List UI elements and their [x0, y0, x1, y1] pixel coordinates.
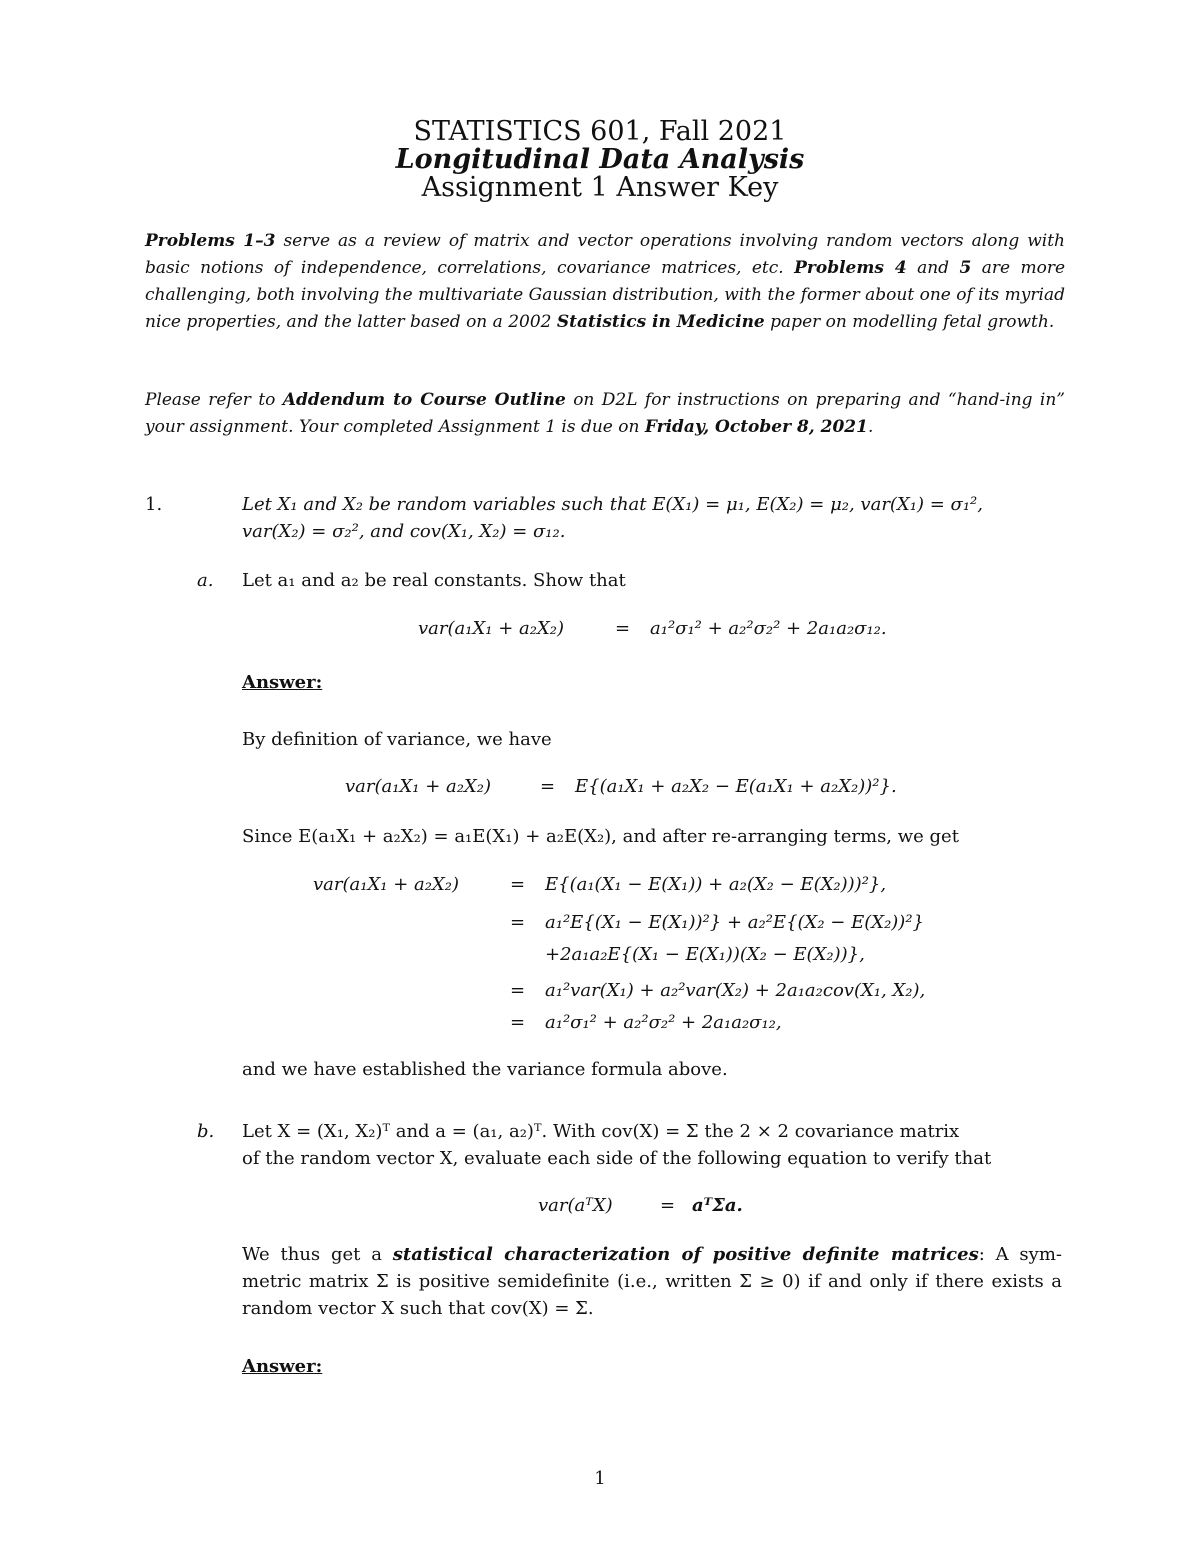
part-b-label: b.: [197, 1121, 215, 1142]
intro-problems-1-3: Problems 1–3: [145, 231, 276, 251]
intro-paragraph-1: [145, 228, 1065, 336]
derivation-rel-1: =: [510, 874, 526, 895]
intro-problems-4: Problems 4: [794, 258, 907, 278]
answer-label: Answer:: [242, 1356, 323, 1377]
part-a-equation-rhs: a₁²σ₁² + a₂²σ₂² + 2a₁a₂σ₁₂.: [650, 618, 887, 639]
derivation-step-2: a₁²E{(X₁ − E(X₁))²} + a₂²E{(X₂ − E(X₂))²}: [545, 912, 925, 933]
part-b-equation-rhs: aᵀΣa.: [692, 1195, 743, 1216]
intro-text: on D2L for instructions on preparing and “hand-ing in” your assignment. Your completed Assignment 1 is due on: [145, 390, 1065, 437]
intro-problem-5: 5: [959, 258, 972, 278]
part-a-equation-rel: =: [615, 618, 631, 639]
definition-rel: =: [540, 776, 556, 797]
page-number: 1: [594, 1468, 606, 1489]
assignment-title: Assignment 1 Answer Key: [421, 172, 779, 203]
part-a-label: a.: [197, 570, 214, 591]
problem-number: 1.: [145, 494, 163, 515]
intro-paragraph-2: [145, 387, 1065, 441]
part-b-line-1: Let X = (X₁, X₂)ᵀ and a = (a₁, a₂)ᵀ. With cov(X) = Σ the 2 × 2 covariance matrix: [242, 1121, 960, 1142]
part-b-statement: [242, 1118, 1062, 1172]
characterization-text: : A sym-metric matrix Σ is positive semidefinite (i.e., written Σ ≥ 0) if and only if there exists a random vector X such that cov(X) = Σ.: [242, 1244, 1062, 1319]
intro-text: serve as a review of matrix and vector operations involving random vectors along with basic notions of independence, correlations, covariance matrices, etc.: [145, 231, 1066, 278]
derivation-step-1: E{(a₁(X₁ − E(X₁)) + a₂(X₂ − E(X₂)))²},: [545, 874, 887, 895]
part-a-prompt: Let a₁ and a₂ be real constants. Show that: [242, 570, 626, 591]
intro-text: and: [906, 258, 960, 278]
intro-text: paper on modelling fetal growth.: [764, 312, 1055, 332]
derivation-step-3: +2a₁a₂E{(X₁ − E(X₁))(X₂ − E(X₂))},: [545, 944, 865, 965]
conclusion-text: and we have established the variance formula above.: [242, 1059, 728, 1080]
part-b-equation-lhs: var(aᵀX): [538, 1195, 613, 1216]
derivation-lhs: var(a₁X₁ + a₂X₂): [313, 874, 460, 895]
derivation-rel-2: =: [510, 912, 526, 933]
course-subtitle: Longitudinal Data Analysis: [395, 144, 805, 175]
problem-1-statement: [242, 491, 1062, 545]
problem-1-line-1: Let X₁ and X₂ be random variables such that E(X₁) = μ₁, E(X₂) = μ₂, var(X₁) = σ₁²,: [242, 494, 983, 515]
definition-rhs: E{(a₁X₁ + a₂X₂ − E(a₁X₁ + a₂X₂))²}.: [575, 776, 897, 797]
derivation-rel-5: =: [510, 1012, 526, 1033]
course-title: STATISTICS 601, Fall 2021: [413, 116, 787, 147]
part-b-equation-rel: =: [660, 1195, 676, 1216]
definition-lhs: var(a₁X₁ + a₂X₂): [345, 776, 492, 797]
derivation-rel-4: =: [510, 980, 526, 1001]
intro-text: are more challenging, both involving the multivariate Gaussian distribution, with the former about one of its myriad nice properties, and the latter based on a 2002: [145, 258, 1066, 332]
characterization-emphasis: statistical characterization of positive definite matrices: [392, 1244, 979, 1265]
derivation-step-5: a₁²σ₁² + a₂²σ₂² + 2a₁a₂σ₁₂,: [545, 1012, 782, 1033]
answer-label: Answer:: [242, 672, 323, 693]
part-b-line-2: of the random vector X, evaluate each side of the following equation to verify that: [242, 1148, 992, 1169]
since-text: Since E(a₁X₁ + a₂X₂) = a₁E(X₁) + a₂E(X₂), and after re-arranging terms, we get: [242, 826, 959, 847]
title-block: [0, 118, 1200, 202]
problem-1-line-2: var(X₂) = σ₂², and cov(X₁, X₂) = σ₁₂.: [242, 521, 566, 542]
characterization-text: We thus get a: [242, 1244, 393, 1265]
characterization-paragraph: [242, 1241, 1062, 1322]
addendum-reference: Addendum to Course Outline: [282, 390, 566, 410]
intro-text: .: [867, 417, 874, 437]
definition-text: By definition of variance, we have: [242, 729, 552, 750]
part-a-equation-lhs: var(a₁X₁ + a₂X₂): [418, 618, 565, 639]
derivation-step-4: a₁²var(X₁) + a₂²var(X₂) + 2a₁a₂cov(X₁, X₂),: [545, 980, 926, 1001]
intro-journal-name: Statistics in Medicine: [556, 312, 765, 332]
due-date: Friday, October 8, 2021: [644, 417, 868, 437]
intro-text: Please refer to: [145, 390, 283, 410]
